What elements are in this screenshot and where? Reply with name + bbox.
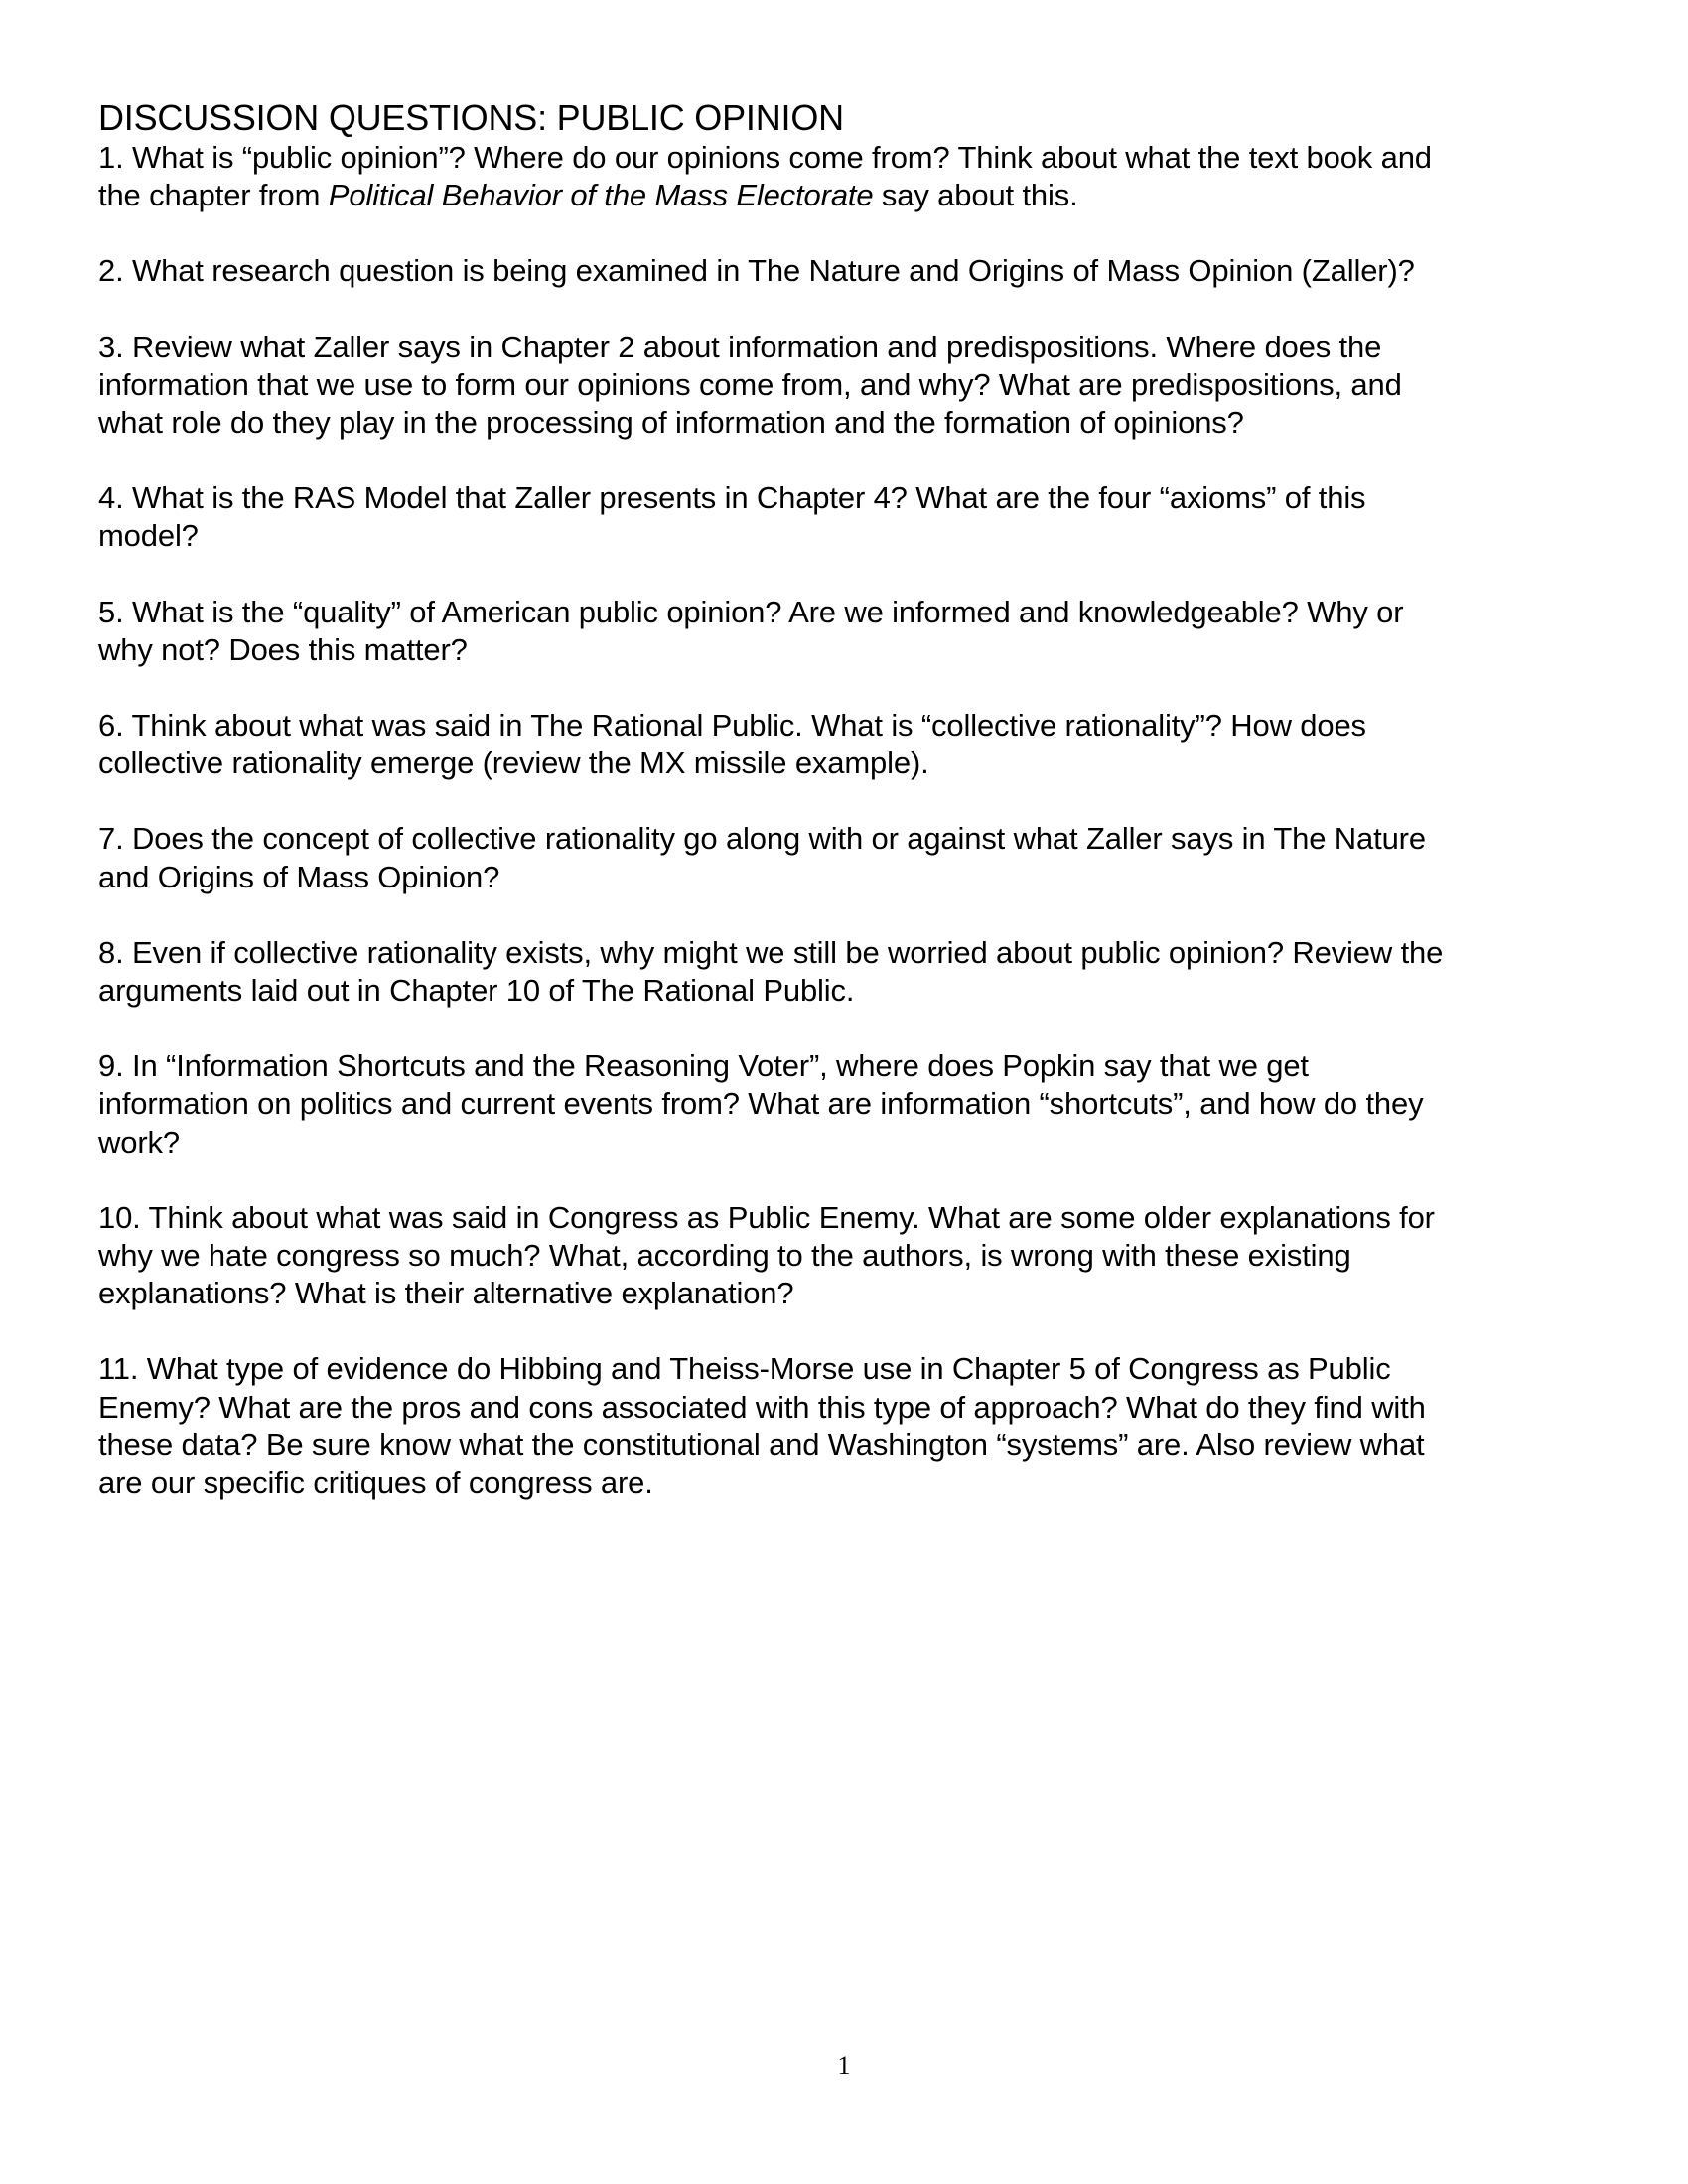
question-line: 7. Does the concept of collective rationality go along with or against what Zaller says in The Nature	[98, 821, 1426, 857]
question-text: the chapter from	[98, 178, 329, 213]
document-page	[98, 97, 1588, 1540]
question-line: 9. In “Information Shortcuts and the Reasoning Voter”, where does Popkin say that we get	[98, 1048, 1309, 1084]
question-6	[98, 707, 1588, 782]
question-line: 5. What is the “quality” of American public opinion? Are we informed and knowledgeable? Why or	[98, 594, 1404, 629]
question-line: 8. Even if collective rationality exists, why might we still be worried about public opinion? Review the	[98, 934, 1444, 970]
question-line	[98, 177, 1588, 214]
question-3	[98, 329, 1588, 443]
question-line	[98, 139, 1588, 177]
page-number: 1	[837, 2051, 851, 2080]
question-line: arguments laid out in Chapter 10 of The Rational Public.	[98, 973, 855, 1009]
question-line: and Origins of Mass Opinion?	[98, 859, 500, 894]
book-title-italic: Political Behavior of the Mass Electorate	[328, 178, 874, 213]
question-9	[98, 1047, 1588, 1161]
question-line: what role do they play in the processing of information and the formation of opinions?	[98, 405, 1244, 441]
document-title: DISCUSSION QUESTIONS: PUBLIC OPINION	[98, 97, 844, 138]
question-line: these data? Be sure know what the constitutional and Washington “systems” are. Also review what	[98, 1427, 1425, 1462]
question-10	[98, 1199, 1588, 1313]
question-line: 3. Review what Zaller says in Chapter 2 about information and predispositions. Where does the	[98, 329, 1382, 364]
question-8	[98, 934, 1588, 1010]
question-line: collective rationality emerge (review the MX missile example).	[98, 746, 929, 781]
question-4	[98, 479, 1588, 555]
question-2	[98, 252, 1588, 290]
question-7	[98, 820, 1588, 895]
question-line: 6. Think about what was said in The Rational Public. What is “collective rationality”? How does	[98, 708, 1366, 744]
question-line: are our specific critiques of congress are.	[98, 1465, 653, 1501]
question-line: 11. What type of evidence do Hibbing and Theiss-Morse use in Chapter 5 of Congress as Public	[98, 1351, 1391, 1387]
question-line: work?	[98, 1124, 180, 1160]
question-1	[98, 139, 1588, 214]
question-line: information that we use to form our opinions come from, and why? What are predispositions, and	[98, 366, 1402, 402]
question-line: 4. What is the RAS Model that Zaller presents in Chapter 4? What are the four “axioms” of this	[98, 480, 1366, 516]
question-line: 2. What research question is being examined in The Nature and Origins of Mass Opinion (Zaller)?	[98, 253, 1415, 289]
question-11	[98, 1350, 1588, 1502]
question-text: 1. What is “public opinion”? Where do our opinions come from? Think about what the text book and	[98, 140, 1432, 175]
question-line: why we hate congress so much? What, according to the authors, is wrong with these existing	[98, 1238, 1351, 1274]
question-5	[98, 594, 1588, 669]
question-text: say about this.	[873, 178, 1078, 213]
question-line: why not? Does this matter?	[98, 631, 468, 667]
question-line: Enemy? What are the pros and cons associated with this type of approach? What do they find with	[98, 1389, 1426, 1425]
question-line: information on politics and current events from? What are information “shortcuts”, and how do they	[98, 1086, 1424, 1122]
question-line: 10. Think about what was said in Congress as Public Enemy. What are some older explanations for	[98, 1199, 1435, 1235]
question-line: model?	[98, 518, 199, 554]
question-line: explanations? What is their alternative explanation?	[98, 1276, 794, 1311]
